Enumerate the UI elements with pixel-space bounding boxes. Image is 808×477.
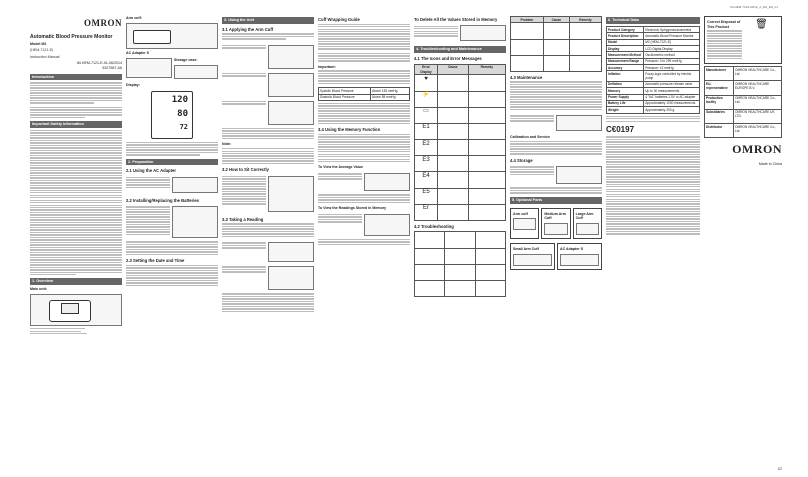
storage-case-label: Storage case: [174,58,198,63]
main-unit-legend [30,328,122,334]
page-number: 1/2 [777,466,782,471]
model-name: Model M2 [30,42,47,47]
problem-table: Problem Cause Remedy [510,16,602,72]
column-2 [126,14,218,466]
brand-logo-bottom: OMRON [732,142,782,157]
section-4-2: 4.2 Troubleshooting [414,224,454,230]
safety-text [30,130,122,275]
column-1 [30,14,122,466]
section-3-3: 3.3 Taking a Reading [222,216,264,222]
bp-threshold-table: Systolic Blood Pressure Above 135 mmHg Diastolic Blood Pressure Above 85 mmHg [318,87,410,101]
column-6 [510,14,602,466]
manufacturer-row: Manufacturer OMRON HEALTHCARE Co., Ltd. [705,67,782,81]
disposal-title: Correct Disposal of This Product [707,20,741,29]
start-button-illustration [268,266,314,290]
section-2-1-text [126,176,170,192]
section-4-1: 4.1 The Icons and Error Messages [414,56,482,62]
made-in: Made in China [758,161,782,166]
cleaning-illustration [556,115,602,131]
memory-button-illustration [364,173,410,191]
view-average-title: To View the Average Value [318,165,363,170]
delete-illustration [460,25,506,41]
brand-logo: OMRON [84,18,122,28]
spec-row: Weight Approximately 250 g [607,107,700,113]
spec-row: Inflation Fuzzy-logic controlled by electric pump [607,71,700,82]
arm-cuff-illustration [126,23,218,49]
display-illustration: 120 80 72 [151,91,193,139]
error-table: Error Display Cause Remedy ♥ ⚡ ▭ E1 E2 E3 E4 E5 Er [414,64,506,221]
cuff-tube-illustration [268,45,314,69]
intro-text [30,82,122,103]
spec-row: Memory Up to 30 measurements [607,88,700,94]
document-code: IM-HEM-7130-AW-E_A_EN_EN_01 [730,5,778,9]
ac-adapter-plug-illustration [172,177,218,193]
spec-row: Display LCD Digital Display [607,45,700,51]
section-3-1-text [222,33,314,39]
manufacturer-table [704,66,782,138]
error-e5: E5 [415,188,438,204]
technical-data-heading: 6. Technical Data [606,17,700,24]
manufacturer-row: Production facility OMRON HEALTHCARE Co., Ltd. [705,95,782,109]
intro-text-2 [30,107,122,118]
spec-row: Measurement Method Oscillometric method [607,52,700,58]
manual-label: Instruction Manual [30,54,60,59]
storage-case-illustration [174,65,218,79]
section-4-4: 4.4 Storage [510,157,533,163]
note-label: Note: [222,142,232,147]
column-4 [318,14,410,466]
option-arm-cuff: Arm cuff [510,208,539,239]
option-ac-adapter: AC Adapter S [557,243,602,270]
spec-row: Battery Life Approximately 1000 measurements [607,100,700,106]
section-2-2-text [126,205,170,237]
section-4-3: 4.3 Maintenance [510,74,543,80]
manufacturer-row: EU-representative OMRON HEALTHCARE EUROPE B.V. [705,81,782,95]
arm-cuff-label: Arm cuff: [126,16,142,20]
error-e4: E4 [415,172,438,188]
section-2-3-text [126,265,218,286]
troubleshooting-heading: 4. Troubleshooting and Maintenance [414,46,506,53]
spec-row: Accuracy Pressure: ±3 mmHg [607,64,700,70]
option-medium-cuff: Medium Arm Cuff [541,208,570,239]
column-7 [606,14,700,466]
spec-row: Product Category Electronic Sphygmomanometers [607,26,700,32]
main-unit-illustration [30,294,122,326]
display-legend [126,142,218,156]
column-3 [222,14,314,466]
section-3-2-text [222,175,266,211]
section-2-2: 2.2 Installing/Replacing the Batteries [126,197,200,203]
preparation-heading: 2. Preparation [126,159,218,166]
model-code: (HEM-7121-E) [30,47,54,52]
cuff-position-illustration [268,101,314,125]
error-er: Er [415,204,438,220]
weee-bin-icon: 🗑 [755,19,768,30]
spec-row: Model M2 (HEM-7121-E) [607,39,700,45]
important-label: Important: [318,64,336,69]
product-title: Automatic Blood Pressure Monitor [30,33,113,40]
error-e1: E1 [415,123,438,139]
disposal-box [704,16,782,64]
option-large-cuff: Large Arm Cuff [573,208,602,239]
battery-illustration [172,206,218,238]
cuff-wrapping-guide-title: Cuff Wrapping Guide [318,17,360,22]
overview-heading: 1. Overview [30,278,122,285]
important-safety-heading: Important Safety Information [30,121,122,128]
ac-adapter-label: AC Adapter S [126,50,150,55]
manufacturer-row: Distributor OMRON HEALTHCARE Co., Ltd. [705,123,782,137]
section-3-4: 3.4 Using the Memory Function [318,127,381,133]
battery-notes [126,241,218,255]
spec-row: Measurement Range Pressure: 0 to 299 mmHg [607,58,700,64]
delete-memory-title: To Delete All the Values Stored in Memory [414,17,498,22]
using-unit-heading: 3. Using the Unit [222,17,314,24]
troubleshooting-table [414,231,506,297]
view-readings-title: To View the Readings Stored in Memory [318,206,387,211]
ac-adapter-illustration [126,58,172,78]
column-8 [704,14,782,466]
ce-mark: C€0197 [606,124,635,134]
storage-illustration [556,166,602,184]
select-user-illustration [268,242,314,262]
introduction-heading: Introduction [30,74,122,81]
display-label: Display: [126,83,140,88]
spec-row: Deflation Automatic pressure release valve [607,81,700,87]
sitting-posture-illustration [268,176,314,212]
memory-display-illustration [364,214,410,236]
spec-row: Power Supply 4 "AA" batteries 1.5V or AC adapter [607,94,700,100]
cover-code-1: IM-HEM-7121-E-01-06/2014 [76,61,122,66]
column-5 [414,14,506,466]
cover-code-2: 5327587-5A [102,65,122,70]
calibration-title: Calibration and Service [510,135,550,140]
cover-codes [30,61,122,70]
specs-table [606,26,700,114]
section-3-1: 3.1 Applying the Arm Cuff [222,26,274,32]
error-e3: E3 [415,156,438,172]
spec-row: Product Description Automatic Blood Pressure Monitor [607,33,700,39]
section-3-2: 3.2 How to Sit Correctly [222,167,270,173]
option-small-cuff: Small Arm Cuff [510,243,555,270]
main-unit-label: Main unit: [30,287,47,292]
arm-insert-illustration [268,73,314,97]
error-e2: E2 [415,140,438,156]
optional-parts-heading: 5. Optional Parts [510,197,602,204]
section-2-3: 2.3 Setting the Date and Time [126,258,185,264]
manufacturer-row: Subsidiaries OMRON HEALTHCARE UK LTD. [705,109,782,123]
section-2-1: 2.1 Using the AC Adapter [126,168,176,174]
